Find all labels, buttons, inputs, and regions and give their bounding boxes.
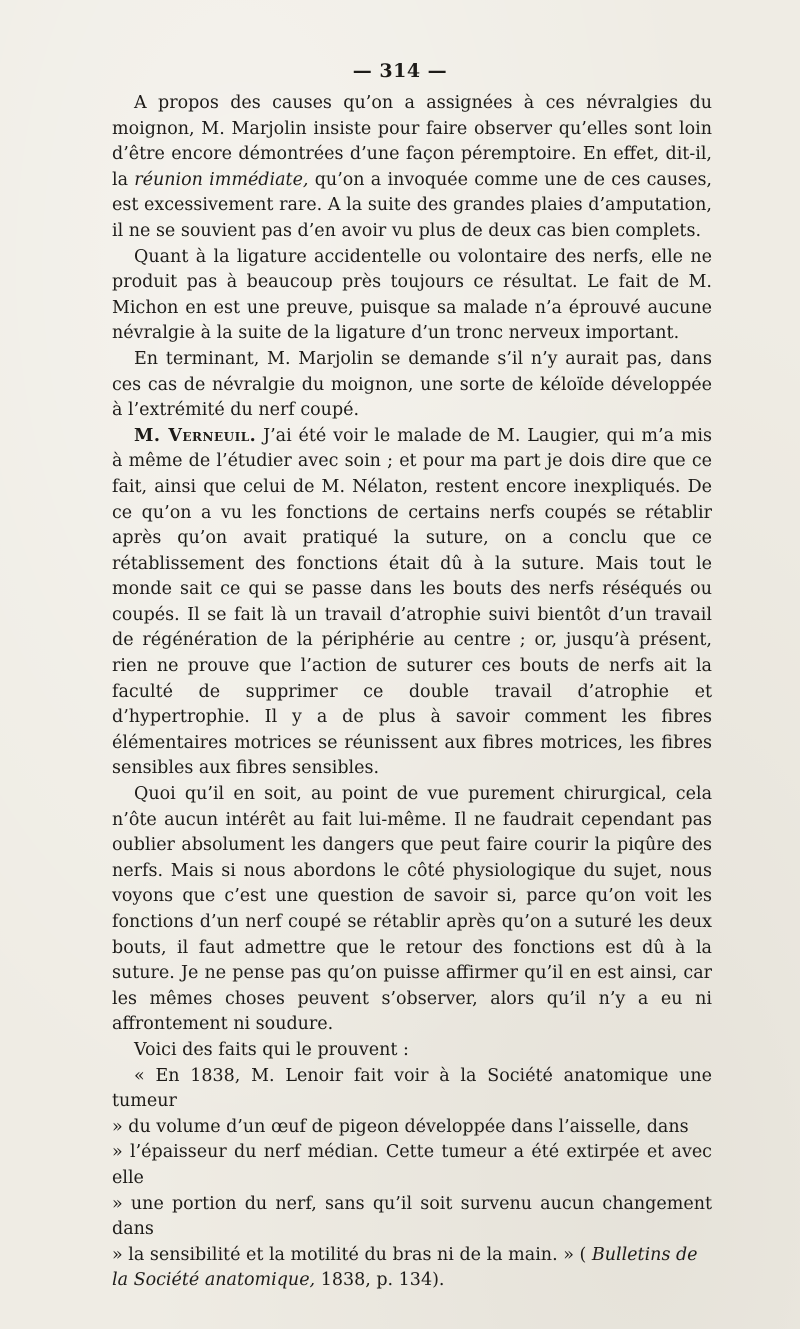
quote-line-3: » l’épaisseur du nerf médian. Cette tumeur a été extirpée et avec elle: [112, 1142, 712, 1188]
quote-citation-italic-1: Bulletins de: [591, 1244, 698, 1265]
body-text: [112, 91, 712, 1294]
quote-line-4: » une portion du nerf, sans qu’il soit survenu aucun changement dans: [112, 1193, 712, 1240]
speaker-name: M. Verneuil.: [134, 425, 257, 446]
paragraph-1-text-a: A propos des causes qu’on a assignées à ces névralgies du moignon, M. Marjolin insiste pour faire observer qu’elles sont loin d’être encore démontrées d’une façon péremptoire. En effet, dit-il, la: [112, 93, 712, 190]
quote-citation-italic-2: la Société anatomique,: [112, 1270, 316, 1291]
paragraph-1: [112, 91, 712, 245]
paragraph-1-italic: réunion immédiate,: [134, 169, 309, 190]
paragraph-5: Quoi qu’il en soit, au point de vue purement chirurgical, cela n’ôte aucun intérêt au fait lui-même. Il ne faudrait cependant pas oublier absolument les dangers que peut faire courir la piqûre des nerfs. Mais si nous abordons le côté physiologique du sujet, nous voyons que c’est une question de savoir si, parce qu’on voit les fonctions d’un nerf coupé se rétablir après qu’on a suturé les deux bouts, il faut admettre que le retour des fonctions est dû à la suture. Je ne pense pas qu’on puisse affirmer qu’il en est ainsi, car les mêmes choses peuvent s’observer, alors qu’il n’y a eu ni affrontement ni soudure.: [112, 784, 712, 1035]
paragraph-4: [112, 424, 712, 782]
quote-line-5: [112, 1243, 712, 1269]
quote-line-6: [112, 1268, 712, 1294]
quote-line-1: « En 1838, M. Lenoir fait voir à la Société anatomique une tumeur: [112, 1065, 712, 1112]
quote-line-5-text: » la sensibilité et la motilité du bras ni de la main. » (: [112, 1244, 592, 1265]
page-number: — 314 —: [352, 60, 448, 82]
paragraph-3: En terminant, M. Marjolin se demande s’il n’y aurait pas, dans ces cas de névralgie du moignon, une sorte de kéloïde développée à l’extrémité du nerf coupé.: [112, 348, 712, 421]
paragraph-6: Voici des faits qui le prouvent :: [134, 1039, 409, 1060]
paragraph-1-text-b: qu’on a invoquée comme une de ces causes, est excessivement rare. A la suite des grandes plaies d’amputation, il ne se souvient pas d’en avoir vu plus de deux cas bien complets.: [112, 169, 712, 241]
quote-line-2: » du volume d’un œuf de pigeon développée dans l’aisselle, dans: [112, 1116, 689, 1137]
paragraph-2: Quant à la ligature accidentelle ou volontaire des nerfs, elle ne produit pas à beaucoup près toujours ce résultat. Le fait de M. Michon en est une preuve, puisque sa malade n’a éprouvé aucune névralgie à la suite de la ligature d’un tronc nerveux important.: [112, 246, 712, 344]
paragraph-4-text: J’ai été voir le malade de M. Laugier, qui m’a mis à même de l’étudier avec soin ; et pour ma part je dois dire que ce fait, ainsi que celui de M. Nélaton, restent encore inexpliqués. De ce qu’on a vu les fonctions de certains nerfs coupés se rétablir après qu’on avait pratiqué la suture, on a conclu que ce rétablissement des fonctions était dû à la suture. Mais tout le monde sait ce qui se passe dans les bouts des nerfs réséqués ou coupés. Il se fait là un travail d’atrophie suivi bientôt d’un travail de régénération de la périphérie au centre ; or, jusqu’à présent, rien ne prouve que l’action de suturer ces bouts de nerfs ait la faculté de supprimer ce double travail d’atrophie et d’hypertrophie. Il y a de plus à savoir comment les fibres élémentaires motrices se réunissent aux fibres motrices, les fibres sensibles aux fibres sensibles.: [112, 425, 713, 779]
quote-citation-ref: 1838, p. 134).: [315, 1270, 445, 1291]
quotation: [112, 1064, 712, 1294]
